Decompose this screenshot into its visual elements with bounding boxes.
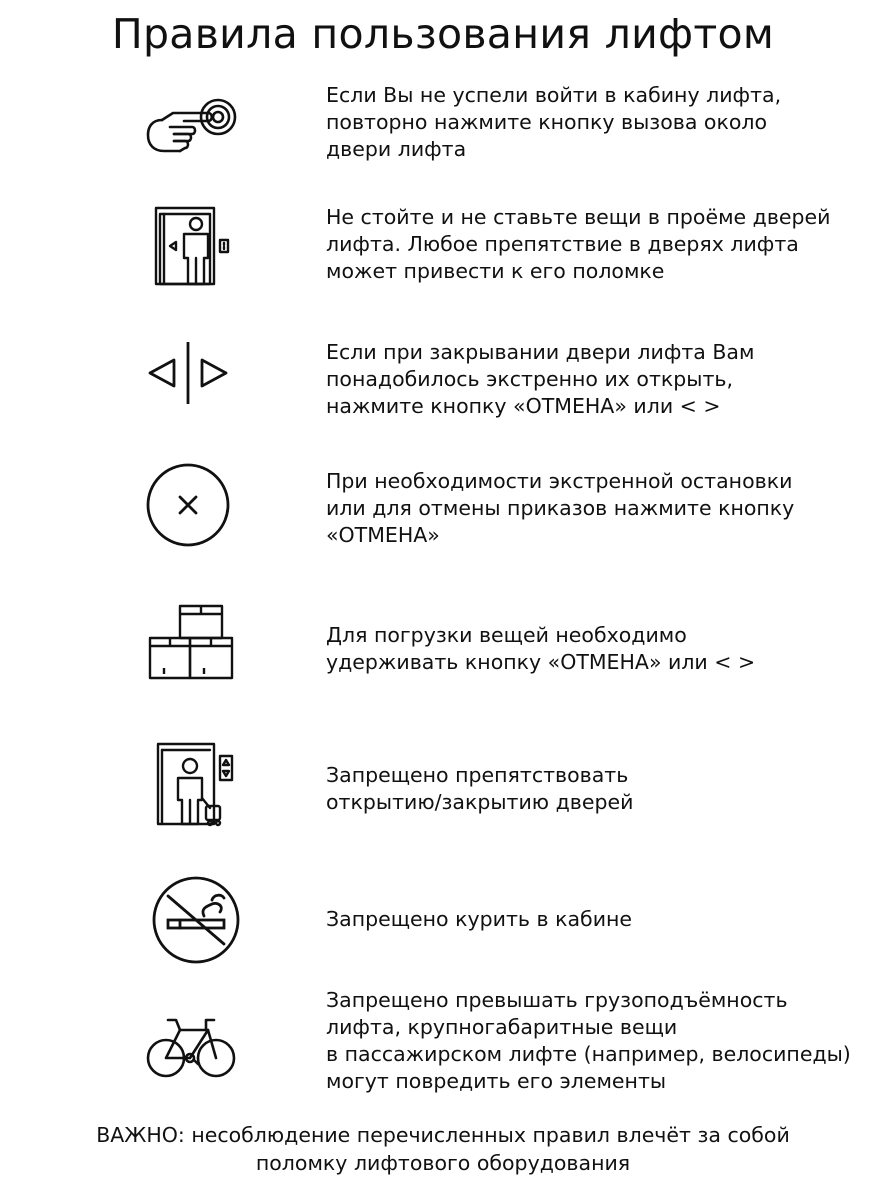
rule-text-line: лифта, крупногабаритные вещи (326, 1015, 678, 1039)
notice-line-1: ВАЖНО: несоблюдение перечисленных правил влечёт за собой (96, 1123, 790, 1147)
rule-text-line: повторно нажмите кнопку вызова около (326, 110, 768, 134)
rule-text-line: может привести к его поломке (326, 259, 665, 283)
rule-text-line: При необходимости экстренной остановки (326, 469, 793, 493)
rule-text-line: Запрещено препятствовать (326, 763, 629, 787)
rule-text-line: Если Вы не успели войти в кабину лифта, (326, 83, 782, 107)
rule-text-line: «ОТМЕНА» (326, 523, 440, 547)
person-in-elevator-doorway-icon (140, 200, 240, 300)
door-open-arrows-icon (140, 322, 240, 422)
rule-text-line: лифта. Любое препятствие в дверях лифта (326, 232, 799, 256)
no-smoking-icon (140, 876, 240, 976)
rule-text-line: могут повредить его элементы (326, 1069, 667, 1093)
rule-text-line: Запрещено курить в кабине (326, 907, 633, 931)
rule-text-line: Не стойте и не ставьте вещи в проёме дверей (326, 205, 831, 229)
rule-text-line: в пассажирском лифте (например, велосипеды) (326, 1042, 851, 1066)
important-notice (0, 1121, 886, 1177)
rule-text-line: нажмите кнопку «ОТМЕНА» или < > (326, 394, 721, 418)
rule-text-line: открытию/закрытию дверей (326, 790, 634, 814)
person-with-luggage-icon (140, 738, 240, 838)
page-title: Правила пользования лифтом (111, 10, 775, 58)
notice-line-2: поломку лифтового оборудования (255, 1151, 631, 1175)
hand-press-button-icon (140, 75, 240, 175)
rule-text-line: удерживать кнопку «ОТМЕНА» или < > (326, 650, 756, 674)
rule-text-line: Если при закрывании двери лифта Вам (326, 340, 755, 364)
rule-text-line: Для погрузки вещей необходимо (326, 623, 687, 647)
rule-text-line: Запрещено превышать грузоподъёмность (326, 988, 788, 1012)
bicycle-icon (140, 1000, 240, 1100)
rule-text-line: двери лифта (326, 137, 467, 161)
rule-text-line: понадобилось экстренно их открыть, (326, 367, 734, 391)
cancel-circle-icon (140, 455, 240, 555)
rule-text-line: или для отмены приказов нажмите кнопку (326, 496, 795, 520)
boxes-icon (140, 596, 240, 696)
